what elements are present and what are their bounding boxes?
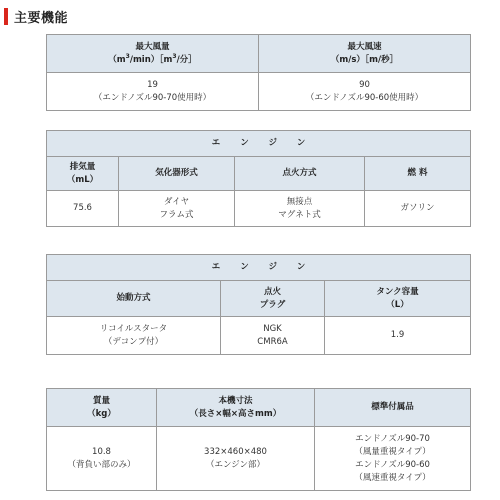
dimensions-label: 本機寸法 [218, 395, 253, 406]
spark-plug-header [221, 281, 325, 317]
tank-capacity-label: タンク容量 [376, 286, 419, 297]
max-airflow-label: 最大風量 [135, 41, 170, 52]
carburetor-header: 気化器形式 [119, 157, 235, 191]
section-header [4, 6, 68, 26]
mass-number: 10.8 [92, 446, 111, 457]
start-method-line1: リコイルスタータ [99, 323, 168, 334]
spark-plug-label-2: プラグ [259, 299, 286, 310]
mass-value [47, 427, 157, 491]
engine-spec-table-1 [46, 130, 471, 227]
section-title: 主要機能 [14, 10, 69, 26]
start-method-line2: （デコンプ付） [103, 336, 164, 347]
displacement-label: 排気量 [69, 161, 96, 172]
mass-note: （背負い部のみ） [67, 459, 136, 470]
accessory-1: エンドノズル90-70 [355, 433, 430, 444]
displacement-header [47, 157, 119, 191]
dimensions-header [157, 389, 315, 427]
dimensions-value [157, 427, 315, 491]
dimensions-note: （エンジン部） [205, 459, 266, 470]
spark-plug-label-1: 点火 [263, 286, 281, 297]
tank-capacity-value: 1.9 [325, 317, 471, 355]
carburetor-value [119, 191, 235, 227]
mass-header [47, 389, 157, 427]
tank-capacity-header [325, 281, 471, 317]
max-airflow-value [47, 73, 259, 111]
engine-band-header: エンジン [47, 131, 471, 157]
displacement-unit: （mL） [66, 174, 99, 185]
max-wind-speed-number: 90 [359, 79, 370, 90]
max-wind-speed-label: 最大風速 [347, 41, 382, 52]
mass-unit: （kg） [87, 408, 116, 419]
ignition-header: 点火方式 [235, 157, 365, 191]
spark-plug-model: CMR6A [257, 336, 288, 347]
ignition-value [235, 191, 365, 227]
max-airflow-note: （エンドノズル90-70使用時） [93, 92, 212, 103]
carburetor-line1: ダイヤ [163, 196, 190, 207]
max-wind-speed-note: （エンドノズル90-60使用時） [305, 92, 424, 103]
dimensions-spec-table [46, 388, 471, 491]
max-airflow-header [47, 35, 259, 73]
max-wind-speed-value [259, 73, 471, 111]
accent-marker [4, 8, 8, 25]
fuel-value: ガソリン [365, 191, 471, 227]
accessory-2-note: （風速重視タイプ） [354, 472, 431, 483]
engine-spec-table-2 [46, 254, 471, 355]
accessories-value [315, 427, 471, 491]
max-wind-speed-header [259, 35, 471, 73]
max-airflow-unit: $(m^3/\min)[m^3/$分］ [108, 52, 197, 65]
engine-band-header-2: エンジン [47, 255, 471, 281]
ignition-line1: 無接点 [286, 196, 313, 207]
start-method-value [47, 317, 221, 355]
ignition-line2: マグネト式 [278, 209, 321, 220]
mass-label: 質量 [92, 395, 110, 406]
accessory-2: エンドノズル90-60 [355, 459, 430, 470]
carburetor-line2: フラム式 [159, 209, 194, 220]
accessories-header: 標準付属品 [315, 389, 471, 427]
tank-capacity-unit: （L） [386, 299, 409, 310]
spark-plug-value [221, 317, 325, 355]
spark-plug-brand: NGK [263, 323, 282, 334]
fuel-header: 燃 料 [365, 157, 471, 191]
airflow-spec-table [46, 34, 471, 111]
accessory-1-note: （風量重視タイプ） [354, 446, 431, 457]
start-method-header: 始動方式 [47, 281, 221, 317]
max-airflow-number: 19 [147, 79, 158, 90]
displacement-value: 75.6 [47, 191, 119, 227]
max-wind-speed-unit: （m/s）［m/秒］ [330, 54, 399, 65]
dimensions-unit: （長さ×幅×高さmm） [189, 408, 282, 419]
dimensions-number: 332×460×480 [204, 446, 267, 457]
